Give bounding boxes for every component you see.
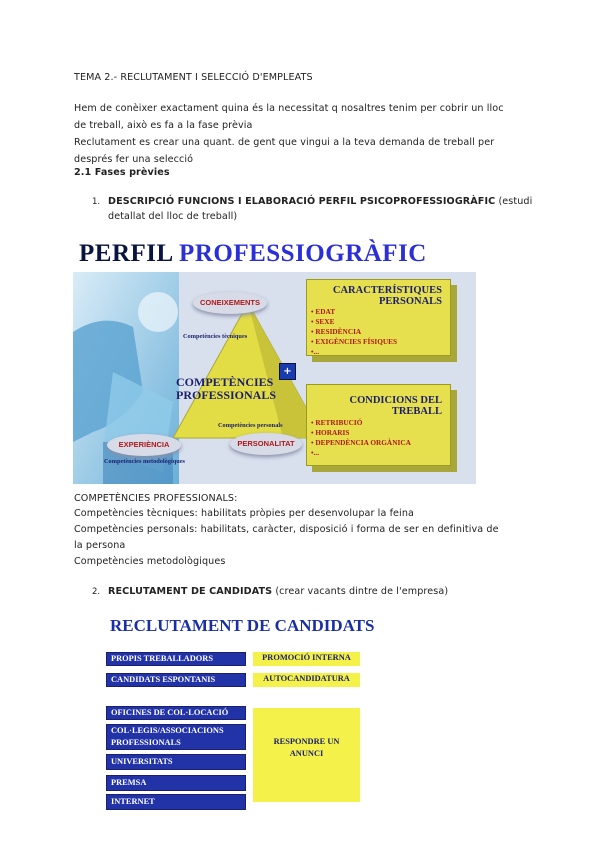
reclutament-candidats-figure [100,612,375,816]
comp-title: COMPETÈNCIES PROFESSIONALS: [74,493,238,504]
perfil-professiografic-figure [73,236,476,484]
condicions-title-a: CONDICIONS DEL [349,395,442,406]
caracteristiques-title-b: PERSONALS [378,296,442,307]
caracteristiques-item: • EXIGÈNCIES FÍSIQUES [311,337,398,346]
center-label-a: COMPETÈNCIES [176,375,274,389]
intro-line-4: després fer una selecció [74,154,194,165]
page-heading: TEMA 2.- RECLUTAMENT I SELECCIÓ D'EMPLEATS [74,72,313,83]
condicions-item: • DEPENDÈNCIA ORGÀNICA [311,438,411,447]
step2-number: 2. [92,587,101,597]
caracteristiques-item: • EDAT [311,307,336,316]
col-legis-b: PROFESSIONALS [111,738,181,747]
figure1-title [79,240,427,268]
col-legis-box [106,724,246,750]
figure1-title-b: PROFESSIOGRÀFIC [179,240,427,267]
condicions-title-b: TREBALL [391,406,442,417]
intro-line-3: Reclutament es crear una quant. de gent que vingui a la teva demanda de treball per [74,137,495,148]
step2-note: (crear vacants dintre de l'empresa) [275,586,449,597]
comp-line-4: Competències metodològiques [74,556,226,567]
condicions-item: • RETRIBUCIÓ [311,418,363,427]
step1-note-b: detallat del lloc de treball) [108,211,238,222]
oficines-box: OFICINES DE COL·LOCACIÓ [106,706,246,720]
center-label-b: PROFESSIONALS [176,388,277,402]
comp-tecniques-label: Competències tècniques [183,333,248,340]
figure1-title-a: PERFIL [79,240,173,267]
caracteristiques-item: •... [311,347,320,356]
condicions-item: • HORARIS [311,428,350,437]
col-legis-a: COL·LEGIS/ASSOCIACIONS [111,726,224,735]
caracteristiques-title [333,285,442,307]
competencies-professionals-label [176,376,276,402]
step1-title: DESCRIPCIÓ FUNCIONS I ELABORACIÓ PERFIL PSICOPROFESSIOGRÀFIC [108,196,496,207]
comp-line-2: Competències personals: habilitats, caràcter, disposició i forma de ser en definitiva de [74,524,499,535]
experiencia-ellipse: EXPERIÈNCIA [107,434,181,456]
respondre-anunci-box [253,708,360,802]
comp-line-3: la persona [74,540,126,551]
autocandidatura-box: AUTOCANDIDATURA [253,673,360,687]
coneixements-ellipse: CONEIXEMENTS [193,292,267,314]
comp-personals-label: Competències personals [218,422,283,429]
caracteristiques-item: • SEXE [311,317,335,326]
caracteristiques-item: • RESIDÈNCIA [311,327,362,336]
comp-line-1: Competències tècniques: habilitats pròpies per desenvolupar la feina [74,508,414,519]
step2-title: RECLUTAMENT DE CANDIDATS [108,586,273,597]
plus-icon: + [279,363,296,380]
comp-metodologiques-label: Competències metodològiques [104,458,185,465]
condicions-box [306,384,451,466]
promocio-interna-box: PROMOCIÓ INTERNA [253,652,360,666]
figure2-title: RECLUTAMENT DE CANDIDATS [110,616,375,635]
caracteristiques-title-a: CARACTERÍSTIQUES [332,285,442,296]
propis-treballadors-box: PROPIS TREBALLADORS [106,652,246,666]
respondre-a: RESPONDRE UN [273,737,340,746]
step1-number: 1. [92,197,101,207]
step1-note-a: (estudi [498,196,533,207]
caracteristiques-list [311,307,397,357]
candidats-espontanis-box: CANDIDATS ESPONTANIS [106,673,246,687]
condicions-list [311,418,411,458]
section-title: 2.1 Fases prèvies [74,167,170,178]
universitats-box: UNIVERSITATS [106,754,246,770]
condicions-title [350,395,442,417]
intro-line-2: de treball, això es fa a la fase prèvia [74,120,253,131]
step2-line [108,583,448,600]
premsa-box: PREMSA [106,775,246,791]
condicions-item: •... [311,448,320,457]
caracteristiques-box [306,279,451,356]
intro-line-1: Hem de conèixer exactament quina és la necessitat q nosaltres tenim per cobrir un lloc [74,103,504,114]
respondre-b: ANUNCI [289,749,324,758]
internet-box: INTERNET [106,794,246,810]
personalitat-ellipse: PERSONALITAT [230,433,302,455]
